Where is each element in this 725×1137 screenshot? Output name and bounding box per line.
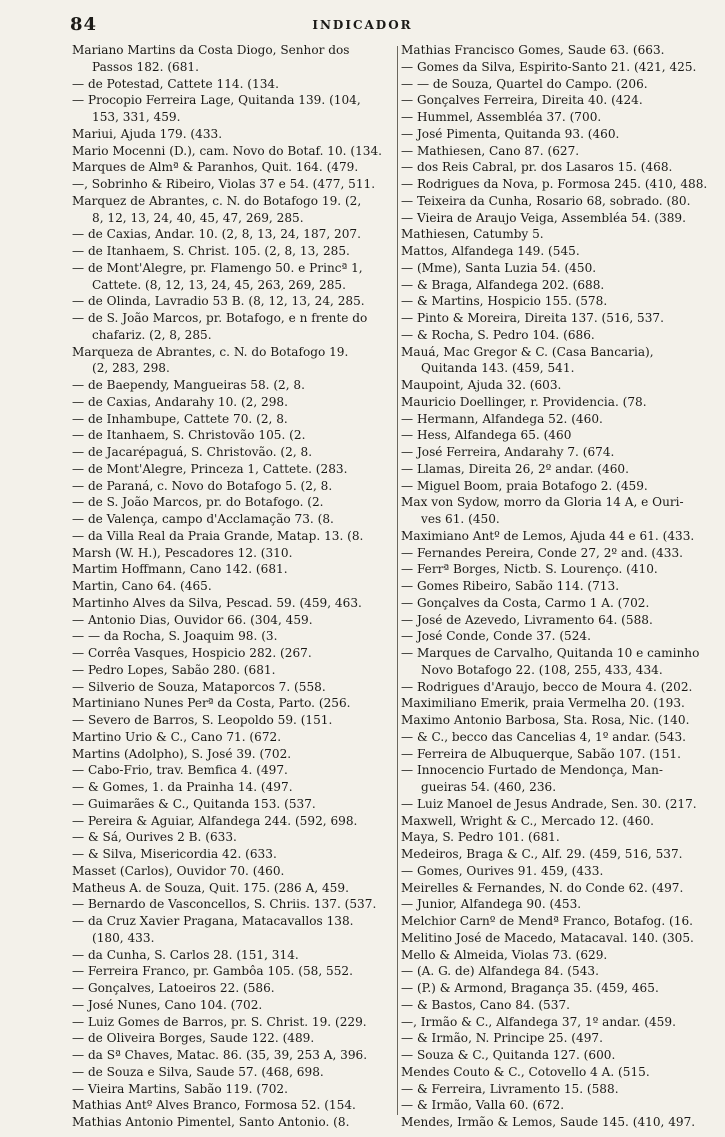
directory-entry-line: — de Oliveira Borges, Saude 122. (489.: [72, 1031, 315, 1046]
directory-entry-line: Maupoint, Ajuda 32. (603.: [401, 378, 562, 392]
directory-entry-line: Mello & Almeida, Violas 73. (629.: [401, 947, 608, 962]
directory-entry-line: — Teixeira da Cunha, Rosario 68, sobrado. (80.: [401, 193, 691, 208]
directory-entry-line: — Gonçalves, Latoeiros 22. (586.: [72, 981, 275, 995]
directory-entry-line: Mathias Francisco Gomes, Saude 63. (663.: [401, 43, 665, 57]
directory-entry-line: Passos 182. (681.: [92, 59, 199, 74]
directory-entry-line: — de S. João Marcos, pr. Botafogo, e n frente do: [72, 311, 368, 325]
directory-entry-line: — Innocencio Furtado de Mendonça, Man-: [401, 763, 663, 778]
directory-entry-line: — Miguel Boom, praia Botafogo 2. (459.: [401, 478, 648, 493]
directory-entry-line: — Hess, Alfandega 65. (460: [401, 428, 572, 443]
directory-entry-line: — Pinto & Moreira, Direita 137. (516, 537.: [401, 311, 664, 325]
directory-entry-line: — de Olinda, Lavradio 53 B. (8, 12, 13, 24, 285.: [72, 294, 365, 309]
directory-entry-line: — Marques de Carvalho, Quitanda 10 e caminho: [401, 646, 700, 660]
directory-entry-line: — Fernandes Pereira, Conde 27, 2º and. (433.: [401, 545, 684, 560]
directory-entry-line: Martinho Alves da Silva, Pescad. 59. (459, 463.: [72, 595, 362, 610]
directory-entry-line: — da Cruz Xavier Pragana, Matacavallos 138.: [72, 914, 354, 928]
directory-entry-line: — & Sá, Ourives 2 B. (633.: [72, 830, 237, 845]
directory-entry-line: — Junior, Alfandega 90. (453.: [401, 897, 582, 912]
directory-entry-line: — da Villa Real da Praia Grande, Matap. 13. (8.: [72, 528, 364, 543]
directory-entry-line: — de Caxias, Andarahy 10. (2, 298.: [72, 394, 288, 409]
directory-entry-line: — de Caxias, Andar. 10. (2, 8, 13, 24, 187, 207.: [72, 227, 361, 242]
directory-entry-line: — Ferreira de Albuquerque, Sabão 107. (151.: [401, 746, 681, 761]
directory-entry-line: — Pereira & Aguiar, Alfandega 244. (592, 698.: [72, 813, 358, 828]
directory-entry-line: — (A. G. de) Alfandega 84. (543.: [401, 964, 599, 979]
directory-entry-line: — de Paraná, c. Novo do Botafogo 5. (2, 8.: [72, 478, 333, 493]
directory-entry-line: — José Conde, Conde 37. (524.: [401, 629, 591, 644]
page-number: 84: [70, 14, 98, 35]
directory-entry-line: Melchior Carnº de Mendª Franco, Botafog. (16.: [401, 914, 694, 928]
directory-entry-line: Marquez de Abrantes, c. N. do Botafogo 19. (2,: [72, 193, 362, 208]
directory-entry-line: — Gomes da Silva, Espirito-Santo 21. (421, 425.: [401, 59, 697, 74]
directory-entry-line: — & Irmão, N. Principe 25. (497.: [401, 1031, 603, 1046]
directory-entry-line: Mendes, Irmão & Lemos, Saude 145. (410, 497.: [401, 1115, 696, 1129]
directory-entry-line: — — de Souza, Quartel do Campo. (206.: [401, 76, 648, 91]
directory-entry-line: Martim Hoffmann, Cano 142. (681.: [72, 562, 288, 577]
directory-entry-line: Masset (Carlos), Ouvidor 70. (460.: [72, 863, 285, 878]
directory-entry-line: Martins (Adolpho), S. José 39. (702.: [72, 746, 292, 761]
directory-entry-line: Marqueza de Abrantes, c. N. do Botafogo 19.: [72, 344, 349, 359]
directory-entry-line: — de Potestad, Cattete 114. (134.: [72, 76, 279, 91]
directory-entry-line: — de Jacarépaguá, S. Christovão. (2, 8.: [72, 445, 313, 459]
directory-entry-line: Mathias Antonio Pimentel, Santo Antonio. (8.: [72, 1115, 350, 1129]
directory-entry-line: Cattete. (8, 12, 13, 24, 45, 263, 269, 285.: [92, 277, 346, 292]
directory-entry-line: (2, 283, 298.: [92, 361, 170, 376]
directory-entry-line: (180, 433.: [92, 930, 155, 945]
directory-entry-line: — de S. João Marcos, pr. do Botafogo. (2.: [72, 495, 324, 510]
directory-entry-line: — Luiz Gomes de Barros, pr. S. Christ. 19. (229.: [72, 1014, 367, 1029]
directory-entry-line: Max von Sydow, morro da Gloria 14 A, e Ouri-: [401, 495, 684, 510]
running-title: INDICADOR: [312, 18, 413, 32]
directory-entry-line: — Vieira Martins, Sabão 119. (702.: [72, 1081, 288, 1096]
directory-entry-line: — (Mme), Santa Luzia 54. (450.: [401, 260, 597, 275]
directory-entry-line: — — da Rocha, S. Joaquim 98. (3.: [72, 629, 278, 644]
column-divider: [397, 46, 398, 1115]
directory-entry-line: Mariano Martins da Costa Diogo, Senhor dos: [72, 43, 350, 57]
directory-entry-line: — Llamas, Direita 26, 2º andar. (460.: [401, 461, 629, 476]
directory-entry-line: — & Silva, Misericordia 42. (633.: [72, 847, 277, 861]
directory-entry-line: — Hummel, Assembléa 37. (700.: [401, 110, 602, 124]
directory-entry-line: — Ferrª Borges, Nictb. S. Lourenço. (410.: [401, 562, 658, 577]
directory-entry-line: — & Rocha, S. Pedro 104. (686.: [401, 327, 595, 342]
directory-entry-line: Martiniano Nunes Perª da Costa, Parto. (256.: [72, 696, 351, 711]
directory-entry-line: — Cabo-Frio, trav. Bemfica 4. (497.: [72, 763, 288, 778]
directory-entry-line: — Hermann, Alfandega 52. (460.: [401, 411, 603, 426]
directory-entry-line: — da Sª Chaves, Matac. 86. (35, 39, 253 A, 396.: [72, 1048, 368, 1062]
directory-entry-line: — dos Reis Cabral, pr. dos Lasaros 15. (468.: [401, 160, 673, 175]
directory-entry-line: Melitino José de Macedo, Matacaval. 140. (305.: [401, 930, 694, 945]
directory-entry-line: Maxwell, Wright & C., Mercado 12. (460.: [401, 813, 654, 828]
directory-entry-line: — Mathiesen, Cano 87. (627.: [401, 143, 580, 158]
directory-entry-line: Marsh (W. H.), Pescadores 12. (310.: [72, 545, 293, 560]
directory-entry-line: — & Bastos, Cano 84. (537.: [401, 997, 570, 1012]
directory-entry-line: Mario Mocenni (D.), cam. Novo do Botaf. 10. (134.: [72, 143, 383, 158]
directory-entry-line: — Souza & C., Quitanda 127. (600.: [401, 1048, 616, 1062]
directory-entry-line: chafariz. (2, 8, 285.: [92, 327, 212, 342]
directory-entry-line: Maximo Antonio Barbosa, Sta. Rosa, Nic. (140.: [401, 713, 690, 727]
directory-entry-line: ves 61. (450.: [421, 512, 500, 526]
directory-entry-line: Quitanda 143. (459, 541.: [421, 361, 575, 376]
directory-entry-line: Mauricio Doellinger, r. Providencia. (78.: [401, 394, 647, 409]
directory-entry-line: — de Baependy, Mangueiras 58. (2, 8.: [72, 378, 305, 392]
directory-entry-line: 8, 12, 13, 24, 40, 45, 47, 269, 285.: [92, 210, 304, 225]
directory-entry-line: — Gonçalves Ferreira, Direita 40. (424.: [401, 93, 643, 108]
directory-entry-line: Mathiesen, Catumby 5.: [401, 227, 544, 242]
page-header: [0, 10, 725, 38]
directory-entry-line: —, Sobrinho & Ribeiro, Violas 37 e 54. (477, 511.: [72, 177, 376, 191]
right-column: [401, 42, 721, 1129]
directory-entry-line: — José Pimenta, Quitanda 93. (460.: [401, 126, 620, 141]
directory-entry-line: Mariui, Ajuda 179. (433.: [72, 126, 223, 141]
directory-entry-line: — de Mont'Alegre, pr. Flamengo 50. e Princª 1,: [72, 260, 363, 275]
directory-entry-line: Mattos, Alfandega 149. (545.: [401, 244, 580, 258]
directory-entry-line: Maximiliano Emerik, praia Vermelha 20. (193.: [401, 696, 685, 711]
directory-entry-line: — Rodrigues d'Araujo, becco de Moura 4. (202.: [401, 679, 693, 694]
directory-entry-line: — de Itanhaem, S. Christ. 105. (2, 8, 13, 285.: [72, 244, 350, 258]
directory-entry-line: — José Nunes, Cano 104. (702.: [72, 997, 263, 1012]
directory-entry-line: Marques de Almª & Paranhos, Quit. 164. (479.: [72, 160, 359, 175]
directory-entry-line: — de Valença, campo d'Acclamação 73. (8.: [72, 512, 334, 526]
directory-entry-line: — José Ferreira, Andarahy 7. (674.: [401, 445, 615, 459]
directory-entry-line: Martin, Cano 64. (465.: [72, 579, 212, 593]
directory-entry-line: — & Irmão, Valla 60. (672.: [401, 1098, 565, 1113]
directory-entry-line: — de Mont'Alegre, Princeza 1, Cattete. (283.: [72, 461, 348, 476]
directory-entry-line: — (P.) & Armond, Bragança 35. (459, 465.: [401, 981, 659, 995]
directory-entry-line: — Ferreira Franco, pr. Gambôa 105. (58, 552.: [72, 964, 353, 979]
directory-entry-line: Medeiros, Braga & C., Alf. 29. (459, 516, 537.: [401, 847, 683, 861]
directory-entry-line: — de Souza e Silva, Saude 57. (468, 698.: [72, 1064, 324, 1079]
directory-entry-line: — & Braga, Alfandega 202. (688.: [401, 277, 605, 292]
directory-entry-line: Meirelles & Fernandes, N. do Conde 62. (497.: [401, 880, 684, 895]
directory-entry-line: — Rodrigues da Nova, p. Formosa 245. (410, 488.: [401, 177, 708, 191]
directory-entry-line: —, Irmão & C., Alfandega 37, 1º andar. (459.: [401, 1014, 676, 1029]
directory-entry-line: Mathias Antº Alves Branco, Formosa 52. (154.: [72, 1098, 356, 1113]
directory-entry-line: gueiras 54. (460, 236.: [421, 780, 557, 794]
directory-entry-line: Novo Botafogo 22. (108, 255, 433, 434.: [421, 662, 663, 677]
directory-entry-line: — Pedro Lopes, Sabão 280. (681.: [72, 662, 276, 677]
directory-entry-line: — & Martins, Hospicio 155. (578.: [401, 294, 608, 309]
left-column: [72, 42, 396, 1129]
directory-entry-line: Martino Urio & C., Cano 71. (672.: [72, 729, 282, 744]
directory-entry-line: — de Itanhaem, S. Christovão 105. (2.: [72, 428, 306, 443]
directory-entry-line: — de Inhambupe, Cattete 70. (2, 8.: [72, 411, 288, 426]
directory-entry-line: Mendes Couto & C., Cotovello 4 A. (515.: [401, 1064, 650, 1079]
directory-entry-line: — Silverio de Souza, Mataporcos 7. (558.: [72, 679, 326, 694]
directory-entry-line: — Antonio Dias, Ouvidor 66. (304, 459.: [72, 612, 313, 627]
directory-entry-line: — José de Azevedo, Livramento 64. (588.: [401, 612, 653, 627]
directory-entry-line: 153, 331, 459.: [92, 110, 181, 124]
directory-entry-line: — Gomes Ribeiro, Sabão 114. (713.: [401, 579, 620, 593]
directory-entry-line: — Guimarães & C., Quitanda 153. (537.: [72, 796, 316, 811]
directory-entry-line: Maximiano Antº de Lemos, Ajuda 44 e 61. (433.: [401, 528, 695, 543]
directory-entry-line: — Gonçalves da Costa, Carmo 1 A. (702.: [401, 595, 650, 610]
directory-entry-line: Mauá, Mac Gregor & C. (Casa Bancaria),: [401, 344, 654, 359]
directory-entry-line: — Gomes, Ourives 91. 459, (433.: [401, 863, 604, 878]
directory-entry-line: Matheus A. de Souza, Quit. 175. (286 A, 459.: [72, 880, 349, 895]
directory-entry-line: — Bernardo de Vasconcellos, S. Chriis. 137. (537.: [72, 897, 377, 912]
directory-entry-line: — Severo de Barros, S. Leopoldo 59. (151.: [72, 713, 333, 727]
directory-entry-line: — & C., becco das Cancelias 4, 1º andar. (543.: [401, 729, 686, 744]
directory-entry-line: — Vieira de Araujo Veiga, Assembléa 54. (389.: [401, 210, 686, 225]
directory-entry-line: — Luiz Manoel de Jesus Andrade, Sen. 30. (217.: [401, 796, 697, 811]
directory-entry-line: — & Gomes, 1. da Prainha 14. (497.: [72, 780, 293, 794]
directory-entry-line: — da Cunha, S. Carlos 28. (151, 314.: [72, 947, 299, 962]
directory-entry-line: — Corrêa Vasques, Hospicio 282. (267.: [72, 646, 312, 660]
directory-entry-line: Maya, S. Pedro 101. (681.: [401, 830, 560, 845]
directory-entry-line: — & Ferreira, Livramento 15. (588.: [401, 1081, 619, 1096]
directory-entry-line: — Procopio Ferreira Lage, Quitanda 139. (104,: [72, 93, 361, 108]
